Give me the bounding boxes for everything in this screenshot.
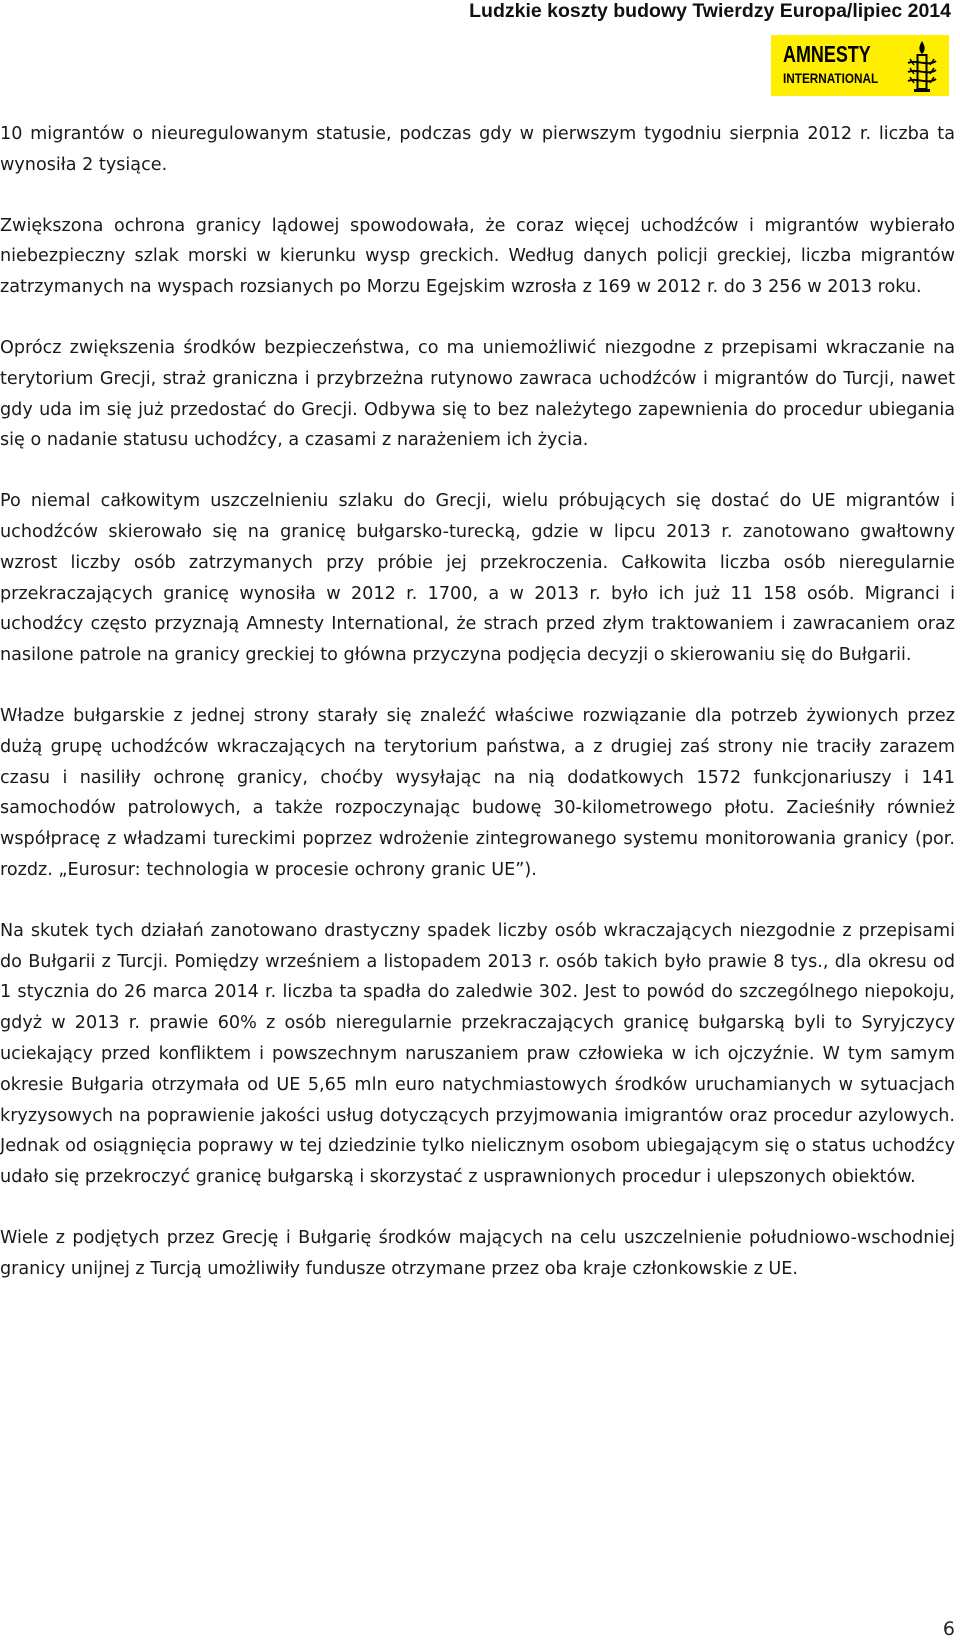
- logo-text-amnesty: AMNESTY: [783, 41, 871, 67]
- body-paragraph-1: 10 migrantów o nieuregulowanym statusie, podczas gdy w pierwszym tygodniu sierpnia 2012 r. liczba ta wynosiła 2 tysiące.: [0, 124, 955, 175]
- body-paragraph-3: Oprócz zwiększenia środków bezpieczeństwa, co ma uniemożliwić niezgodne z przepisami wkraczanie na terytorium Grecji, straż graniczna i przybrzeżna rutynowo zawraca uchodźców i migrantów do Turcji, nawet gdy uda im się już przedostać do Grecji. Odbywa się to bez należytego zapewnienia do procedur ubiegania się o nadanie statusu uchodźcy, a czasami z narażeniem ich życia.: [0, 337, 955, 451]
- page-number: 6: [942, 1618, 955, 1640]
- body-paragraph-7: Wiele z podjętych przez Grecję i Bułgarię środków mających na celu uszczelnienie południowo-wschodniej granicy unijnej z Turcją umożliwiły fundusze otrzymane przez oba kraje członkowskie z UE.: [0, 1227, 955, 1279]
- candle-barbed-wire-icon: [902, 39, 942, 93]
- body-paragraph-5: Władze bułgarskie z jednej strony starały się znaleźć właściwe rozwiązanie dla potrzeb żywionych przez dużą grupę uchodźców wkraczających na terytorium państwa, a z drugiej zaś strony nie traciły zarazem czasu i nasiliły ochronę granicy, choćby wysyłając na nią dodatkowych 1572 funkcjonariuszy i 141 samochodów patrolowych, a także rozpoczynając budowę 30-kilometrowego płotu. Zacieśniły również współpracę z władzami tureckimi poprzez wdrożenie zintegrowanego systemu monitorowania granicy (por. rozdz. „Eurosur: technologia w procesie ochrony granic UE”).: [0, 705, 955, 880]
- document-header-title: Ludzkie koszty budowy Twierdzy Europa/lipiec 2014: [469, 0, 951, 22]
- logo-text-international: INTERNATIONAL: [783, 70, 879, 86]
- amnesty-logo: [771, 35, 949, 96]
- document-body: [0, 119, 955, 1315]
- body-paragraph-6: Na skutek tych działań zanotowano drastyczny spadek liczby osób wkraczających niezgodnie z przepisami do Bułgarii z Turcji. Pomiędzy wrześniem a listopadem 2013 r. osób takich było prawie 8 tys., dla okresu od 1 stycznia do 26 marca 2014 r. liczba ta spadła do zaledwie 302. Jest to powód do szczególnego niepokoju, gdyż w 2013 r. prawie 60% z osób nieregularnie przekraczających granicę bułgarską byli to Syryjczycy uciekający przed konfliktem i powszechnym naruszaniem praw człowieka w ich ojczyźnie. W tym samym okresie Bułgaria otrzymała od UE 5,65 mln euro natychmiastowych środków uruchamianych w sytuacjach kryzysowych na poprawienie jakości usług dotyczących przyjmowania imigrantów oraz procedur azylowych. Jednak od osiągnięcia poprawy w tej dziedzinie tylko nielicznym osobom ubiegającym się o status uchodźcy udało się przekroczyć granicę bułgarską i skorzystać z usprawnionych procedur i ulepszonych obiektów.: [0, 920, 955, 1188]
- body-paragraph-2: Zwiększona ochrona granicy lądowej spowodowała, że coraz więcej uchodźców i migrantów wybierało niebezpieczny szlak morski w kierunku wysp greckich. Według danych policji greckiej, liczba migrantów zatrzymanych na wyspach rozsianych po Morzu Egejskim wzrosła z 169 w 2012 r. do 3 256 w 2013 roku.: [0, 215, 955, 298]
- body-paragraph-4: Po niemal całkowitym uszczelnieniu szlaku do Grecji, wielu próbujących się dostać do UE migrantów i uchodźców skierowało się na granicę bułgarsko-turecką, gdzie w lipcu 2013 r. zanotowano gwałtowny wzrost liczby osób zatrzymanych przy próbie jej przekroczenia. Całkowita liczba osób nieregularnie przekraczających granicę wynosiła w 2012 r. 1700, a w 2013 r. było ich już 11 158 osób. Migranci i uchodźcy często przyznają Amnesty International, że strach przed złym traktowaniem i zawracaniem oraz nasilone patrole na granicy greckiej to główna przyczyna podjęcia decyzji o skierowaniu się do Bułgarii.: [0, 491, 955, 666]
